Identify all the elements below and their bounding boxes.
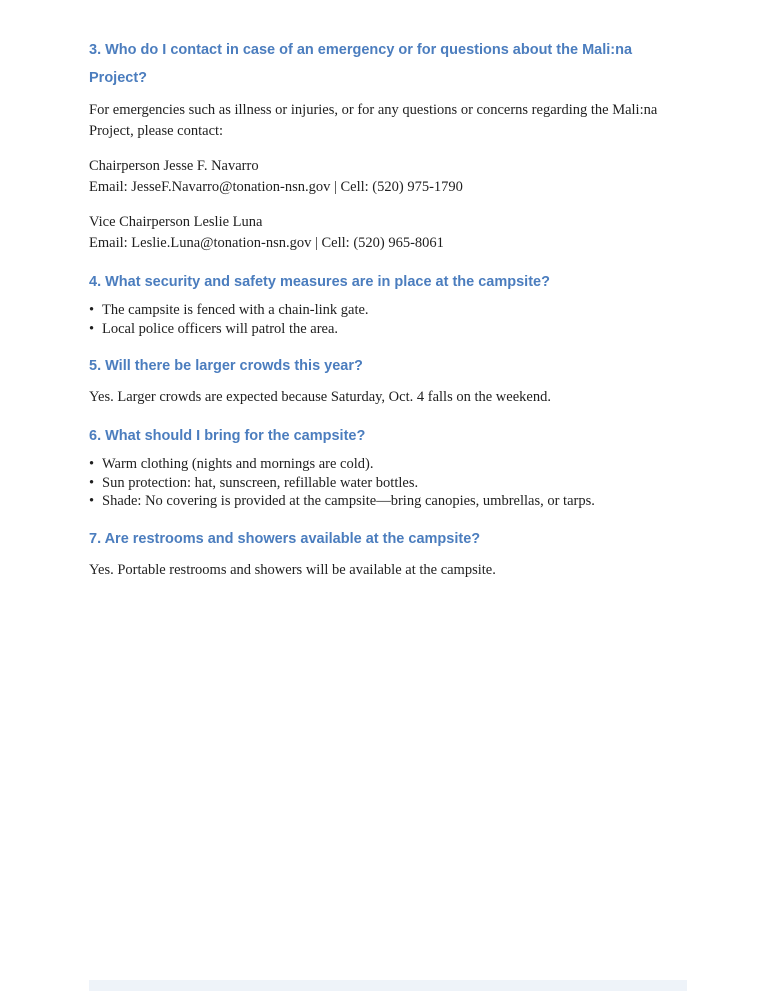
faq-question-heading: 6. What should I bring for the campsite? <box>89 428 366 444</box>
contact-block-vice-chairperson <box>89 212 689 254</box>
bullet-list <box>89 455 689 511</box>
faq-question-heading: 5. Will there be larger crowds this year? <box>89 358 363 374</box>
faq-answer-paragraph: Yes. Larger crowds are expected because Saturday, Oct. 4 falls on the weekend. <box>89 389 551 405</box>
faq-section-4 <box>89 268 689 338</box>
bullet-item: • Sun protection: hat, sunscreen, refillable water bottles. <box>89 474 689 493</box>
bullet-item: • Local police officers will patrol the area. <box>89 320 689 339</box>
contact-detail: Email: Leslie.Luna@tonation-nsn.gov | Cell: (520) 965-8061 <box>89 235 444 251</box>
faq-question-heading: 3. Who do I contact in case of an emergency or for questions about the Mali:na Project? <box>89 42 633 86</box>
faq-answer-paragraph: Yes. Portable restrooms and showers will be available at the campsite. <box>89 561 496 578</box>
faq-question-heading: 7. Are restrooms and showers available at the campsite? <box>89 530 481 547</box>
faq-section-3 <box>89 36 689 254</box>
contact-name: Chairperson Jesse F. Navarro <box>89 158 259 174</box>
bullet-item: • Shade: No covering is provided at the campsite—bring canopies, umbrellas, or tarps. <box>89 492 689 511</box>
footer-accent-bar <box>89 980 687 991</box>
faq-section-6 <box>89 422 689 511</box>
contact-detail: Email: JesseF.Navarro@tonation-nsn.gov | Cell: (520) 975-1790 <box>89 179 463 195</box>
bullet-item: • Warm clothing (nights and mornings are cold). <box>89 455 689 474</box>
contact-block-chairperson <box>89 156 689 198</box>
faq-intro-paragraph: For emergencies such as illness or injuries, or for any questions or concerns regarding the Mali:na Project, please contact: <box>89 102 658 139</box>
bullet-item: • The campsite is fenced with a chain-link gate. <box>89 301 689 320</box>
faq-section-7 <box>89 525 689 581</box>
document-content <box>89 36 689 581</box>
faq-section-5 <box>89 352 689 408</box>
contact-name: Vice Chairperson Leslie Luna <box>89 214 263 230</box>
bullet-list <box>89 301 689 338</box>
faq-question-heading: 4. What security and safety measures are in place at the campsite? <box>89 274 550 290</box>
